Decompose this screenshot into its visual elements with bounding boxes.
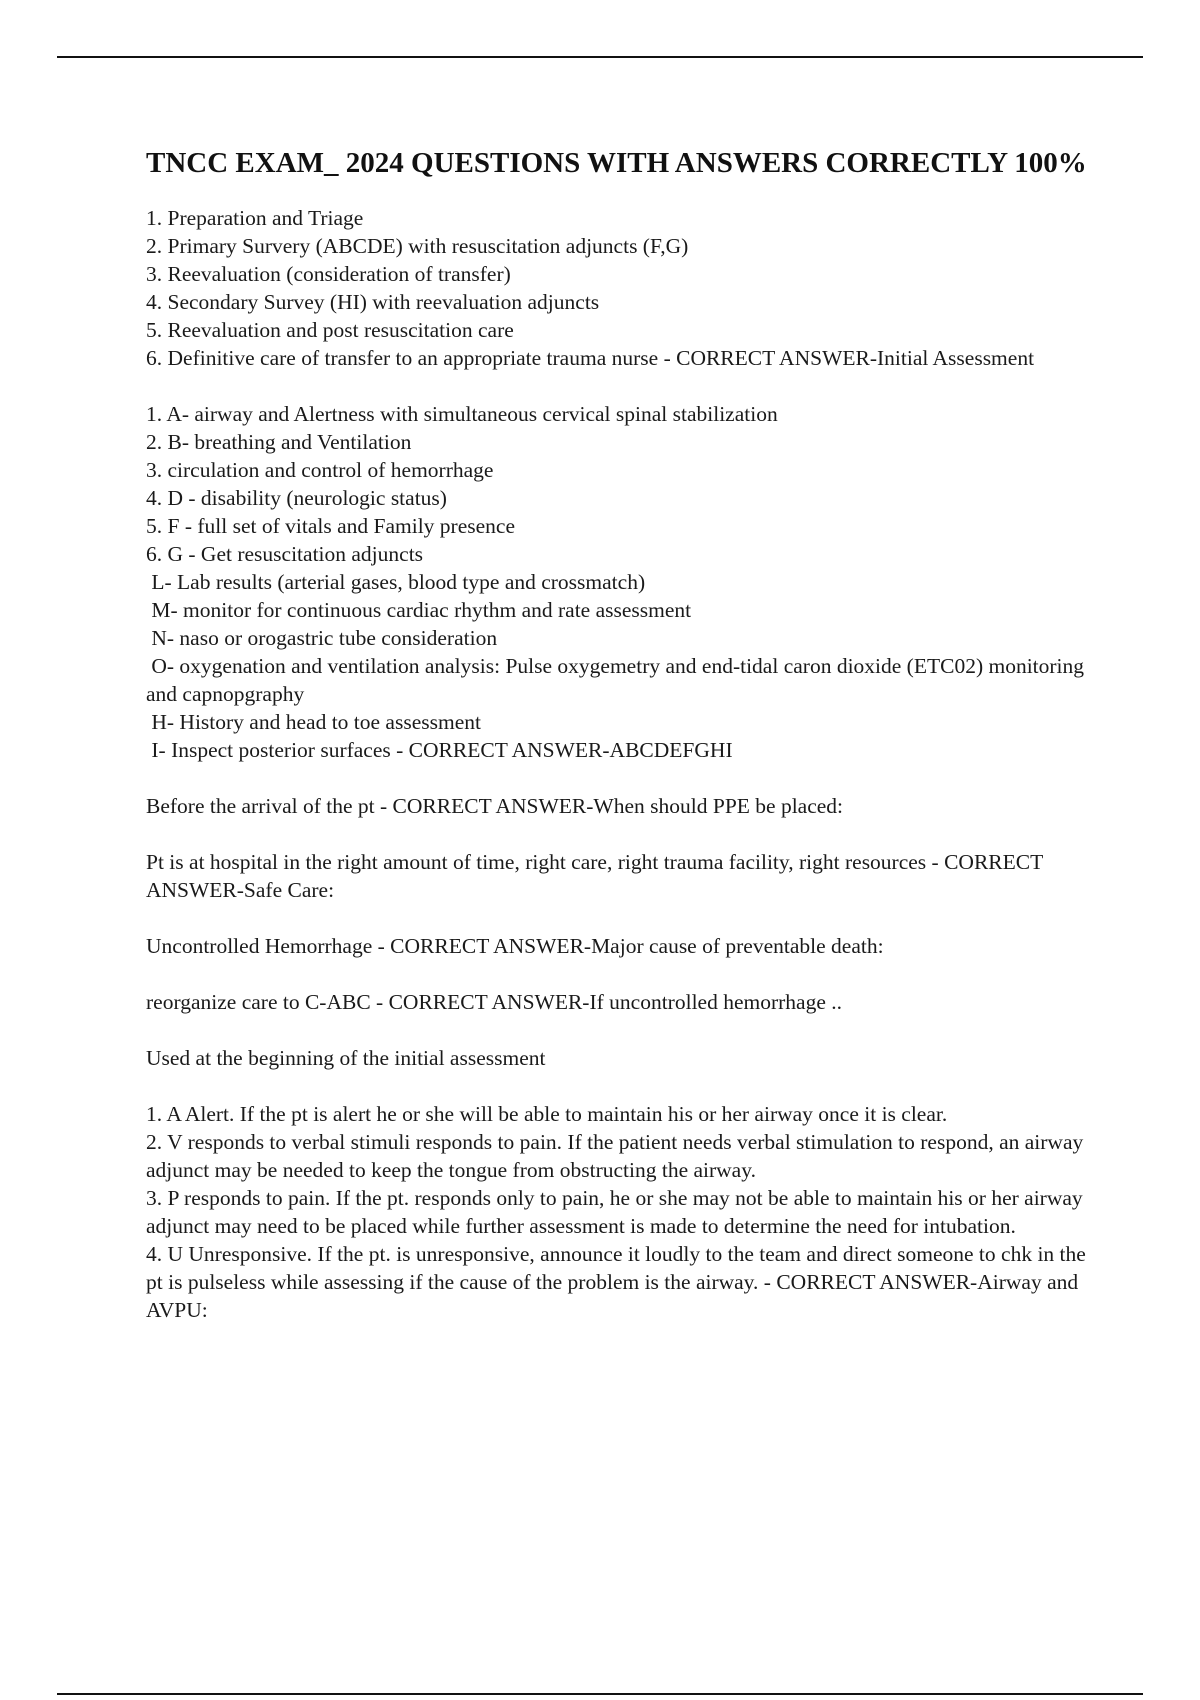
answer-block-ppe [146, 792, 1106, 820]
text-line: Pt is at hospital in the right amount of time, right care, right trauma facility, right resources - CORRECT ANSWER-Safe Care: [146, 850, 1048, 902]
text-line: 1. Preparation and Triage [146, 206, 364, 230]
text-line: L- Lab results (arterial gases, blood type and crossmatch) [146, 570, 646, 594]
text-line: 6. Definitive care of transfer to an appropriate trauma nurse - CORRECT ANSWER-Initial Assessment [146, 346, 1035, 370]
answer-block-initial-assessment [146, 204, 1106, 372]
text-line: H- History and head to toe assessment [146, 710, 481, 734]
text-line: O- oxygenation and ventilation analysis: Pulse oxygemetry and end-tidal caron dioxide (ETC02) monitoring and capnopgraphy [146, 654, 1090, 706]
header-rule [57, 56, 1143, 58]
text-line: 3. circulation and control of hemorrhage [146, 458, 494, 482]
text-line: 3. P responds to pain. If the pt. responds only to pain, he or she may not be able to maintain his or her airway adjunct may need to be placed while further assessment is made to determine the need for intubation. [146, 1186, 1089, 1238]
text-line: N- naso or orogastric tube consideration [146, 626, 498, 650]
text-line: 5. F - full set of vitals and Family presence [146, 514, 516, 538]
text-line: I- Inspect posterior surfaces - CORRECT ANSWER-ABCDEFGHI [146, 738, 733, 762]
text-line: 2. V responds to verbal stimuli responds to pain. If the patient needs verbal stimulation to respond, an airway adjunct may be needed to keep the tongue from obstructing the airway. [146, 1130, 1089, 1182]
text-line: 2. B- breathing and Ventilation [146, 430, 412, 454]
text-line: Uncontrolled Hemorrhage - CORRECT ANSWER-Major cause of preventable death: [146, 934, 884, 958]
footer-rule [57, 1693, 1143, 1695]
text-line: 6. G - Get resuscitation adjuncts [146, 542, 424, 566]
text-line: 3. Reevaluation (consideration of transfer) [146, 262, 511, 286]
text-line: M- monitor for continuous cardiac rhythm and rate assessment [146, 598, 692, 622]
text-line: 4. D - disability (neurologic status) [146, 486, 447, 510]
answer-block-assessment-note [146, 1044, 1106, 1072]
text-line: 5. Reevaluation and post resuscitation care [146, 318, 514, 342]
answer-block-abcdefghi [146, 400, 1106, 764]
answer-block-avpu [146, 1100, 1106, 1324]
text-line: 1. A- airway and Alertness with simultaneous cervical spinal stabilization [146, 402, 778, 426]
text-line: Before the arrival of the pt - CORRECT ANSWER-When should PPE be placed: [146, 794, 844, 818]
answer-block-preventable-death [146, 932, 1106, 960]
text-line: reorganize care to C-ABC - CORRECT ANSWER-If uncontrolled hemorrhage .. [146, 990, 842, 1014]
text-line: 1. A Alert. If the pt is alert he or she will be able to maintain his or her airway once it is clear. [146, 1102, 948, 1126]
text-line: 4. Secondary Survey (HI) with reevaluation adjuncts [146, 290, 600, 314]
answer-block-uncontrolled-hemorrhage [146, 988, 1106, 1016]
document-title: TNCC EXAM_ 2024 QUESTIONS WITH ANSWERS CORRECTLY 100% [146, 147, 1087, 179]
document-body [146, 146, 1106, 1352]
text-line: 2. Primary Survery (ABCDE) with resuscitation adjuncts (F,G) [146, 234, 689, 258]
text-line: Used at the beginning of the initial assessment [146, 1046, 546, 1070]
text-line: 4. U Unresponsive. If the pt. is unresponsive, announce it loudly to the team and direct someone to chk in the pt is pulseless while assessing if the cause of the problem is the airway. - CORRECT ANSWER-Airway and AVPU: [146, 1242, 1092, 1322]
answer-block-safe-care [146, 848, 1106, 904]
